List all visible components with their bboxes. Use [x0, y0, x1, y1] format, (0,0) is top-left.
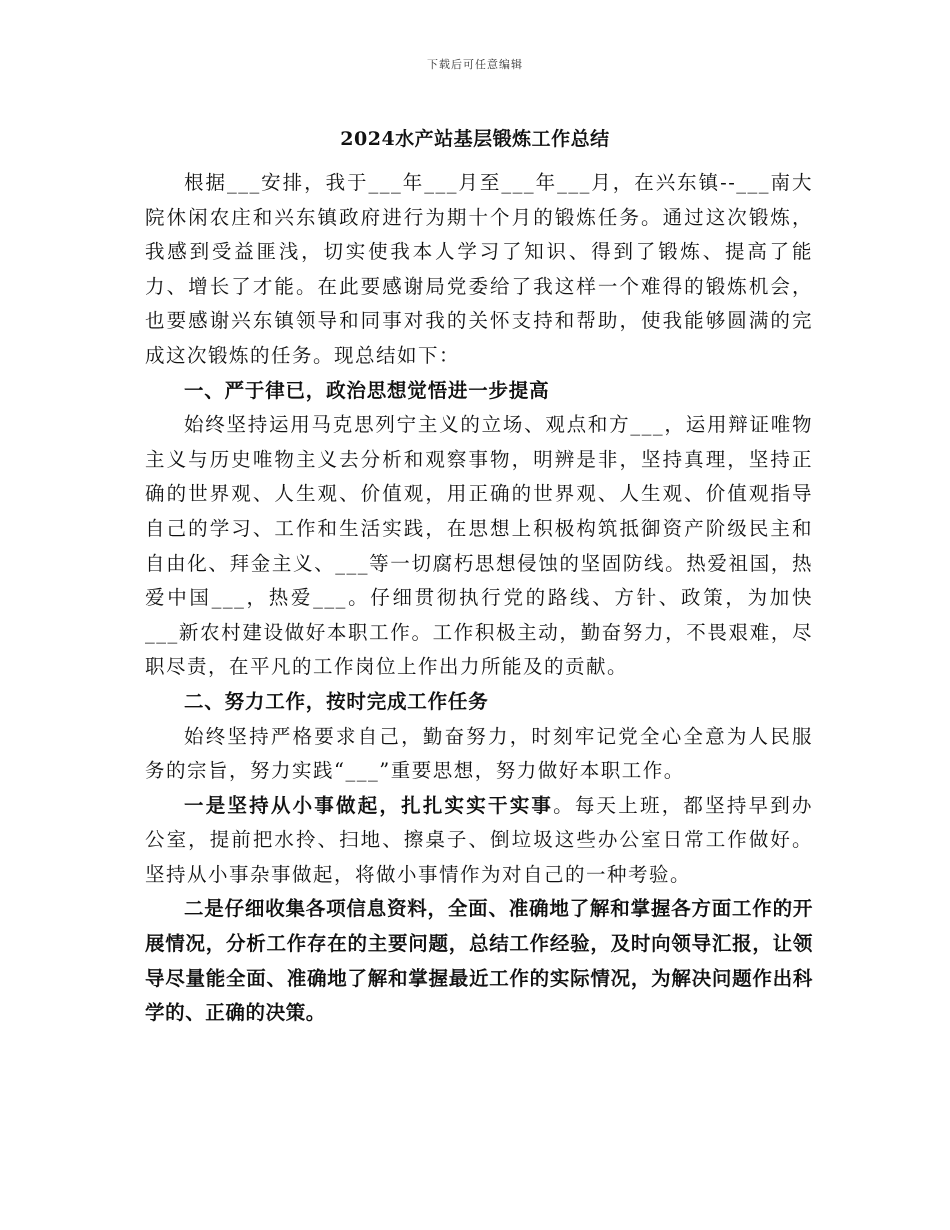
paragraph-intro: 根据___安排，我于___年___月至___年___月，在兴东镇--___南大院休闲农庄和兴东镇政府进行为期十个月的锻炼任务。通过这次锻炼，我感到受益匪浅，切实使我本人学习了知识、得到了锻炼、提高了能力、增长了才能。在此要感谢局党委给了我这样一个难得的锻炼机会，也要感谢兴东镇领导和同事对我的关怀支持和帮助，使我能够圆满的完成这次锻炼的任务。现总结如下： [145, 171, 813, 367]
paragraph-point-1 [145, 789, 813, 893]
paragraph-section-2: 始终坚持严格要求自己，勤奋努力，时刻牢记党全心全意为人民服务的宗旨，努力实践“___”重要思想，努力做好本职工作。 [145, 724, 813, 783]
point-1-lead: 一是坚持从小事做起，扎扎实实干实事 [184, 793, 554, 817]
section-heading-2: 二、努力工作，按时完成工作任务 [184, 689, 489, 713]
header-note: 下载后可任意编辑 [427, 58, 523, 71]
point-1-body: 。每天上班，都坚持早到办公室，提前把水拎、扫地、擦桌子、倒垃圾这些办公室日常工作做好。坚持从小事杂事做起，将做小事情作为对自己的一种考验。 [145, 793, 813, 886]
section-heading-1: 一、严于律已，政治思想觉悟进一步提高 [184, 378, 550, 402]
document-title: 2024水产站基层锻炼工作总结 [340, 128, 610, 150]
paragraph-point-2: 二是仔细收集各项信息资料，全面、准确地了解和掌握各方面工作的开展情况，分析工作存在的主要问题，总结工作经验，及时向领导汇报，让领导尽量能全面、准确地了解和掌握最近工作的实际情况，为解决问题作出科学的、正确的决策。 [145, 897, 813, 1025]
document-body [145, 166, 813, 1031]
paragraph-section-1: 始终坚持运用马克思列宁主义的立场、观点和方___，运用辩证唯物主义与历史唯物主义去分析和观察事物，明辨是非，坚持真理，坚持正确的世界观、人生观、价值观，用正确的世界观、人生观、价值观指导自己的学习、工作和生活实践，在思想上积极构筑抵御资产阶级民主和自由化、拜金主义、___等一切腐朽思想侵蚀的坚固防线。热爱祖国，热爱中国___，热爱___。仔细贯彻执行党的路线、方针、政策，为加快___新农村建设做好本职工作。工作积极主动，勤奋努力，不畏艰难，尽职尽责，在平凡的工作岗位上作出力所能及的贡献。 [145, 413, 813, 679]
